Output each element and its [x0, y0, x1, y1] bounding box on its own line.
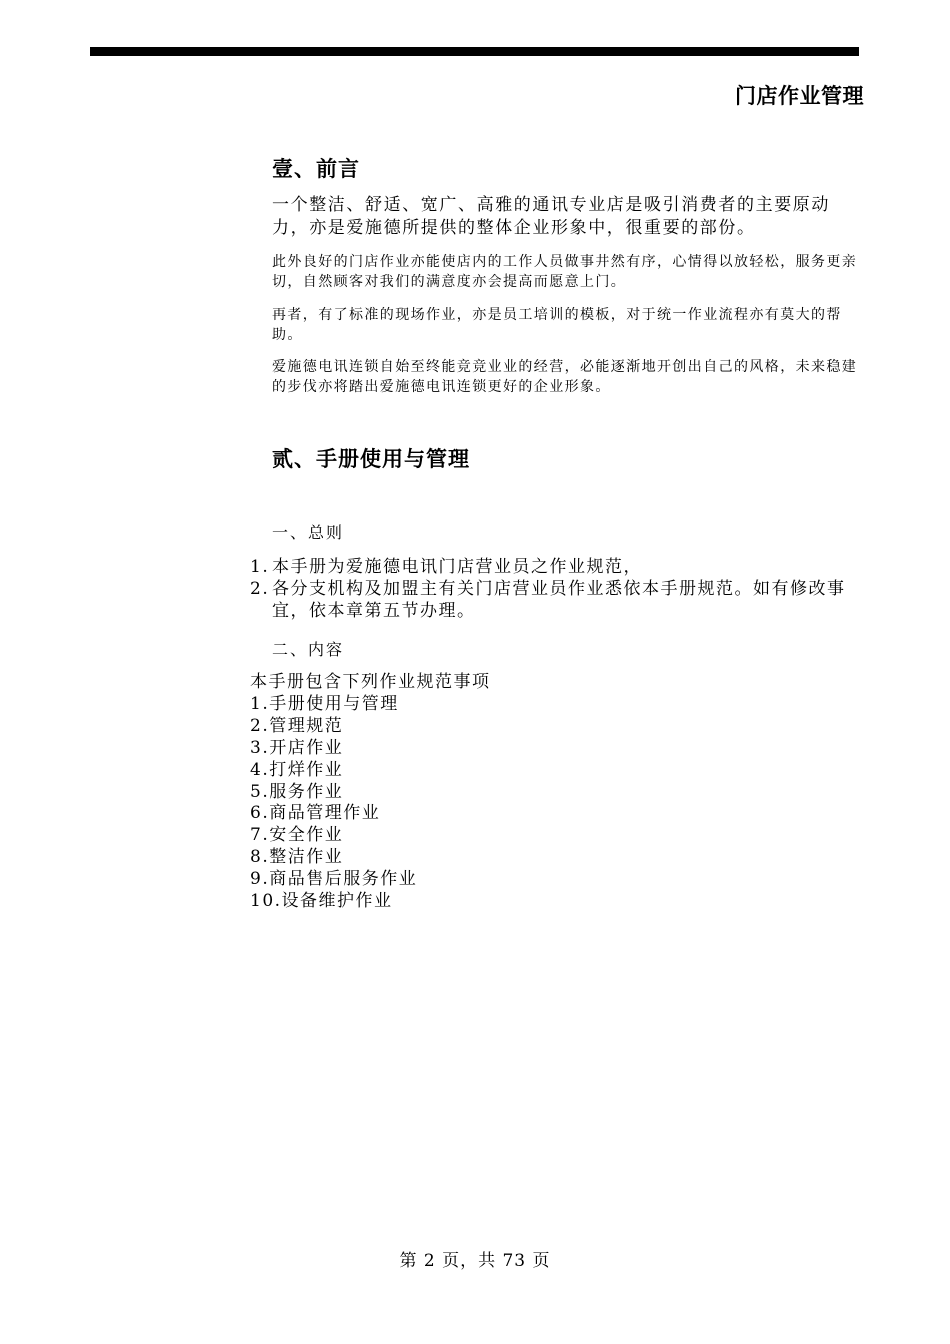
content-list-item: 8.整洁作业 — [250, 847, 344, 868]
header-title: 门店作业管理 — [735, 84, 864, 108]
content-list-item: 1.手册使用与管理 — [250, 693, 399, 714]
preface-paragraph-1: 一个整洁、舒适、宽广、高雅的通讯专业店是吸引消费者的主要原动力，亦是爱施德所提供的整体企业形象中，很重要的部份。 — [272, 195, 830, 238]
preface-paragraph-4: 爱施德电讯连锁自始至终能竞竞业业的经营，必能逐渐地开创出自己的风格，未来稳建的步伐亦将踏出爱施德电讯连锁更好的企业形象。 — [272, 359, 858, 395]
section-heading-preface: 壹、前言 — [272, 157, 360, 181]
content-list-item: 3.开店作业 — [250, 737, 344, 758]
content-list-item: 5.服务作业 — [250, 781, 344, 802]
subheading-general: 一、总则 — [272, 523, 345, 542]
general-rule-item — [250, 556, 862, 578]
general-rule-text: 本手册为爱施德电讯门店营业员之作业规范， — [272, 557, 642, 577]
content-list-item: 7.安全作业 — [250, 825, 344, 846]
general-rule-number: 1. — [250, 557, 270, 577]
header-rule — [90, 47, 859, 56]
page-number-footer: 第 2 页，共 73 页 — [399, 1251, 551, 1271]
content-list-item: 6.商品管理作业 — [250, 803, 381, 824]
general-rule-number: 2. — [250, 579, 270, 599]
content-list-item: 2.管理规范 — [250, 715, 344, 736]
content-list-item: 9.商品售后服务作业 — [250, 869, 418, 890]
preface-paragraph-3: 再者，有了标准的现场作业，亦是员工培训的模板，对于统一作业流程亦有莫大的帮助。 — [272, 307, 842, 343]
content-intro: 本手册包含下列作业规范事项 — [250, 672, 491, 692]
content-list-item: 10.设备维护作业 — [250, 891, 393, 912]
subheading-content: 二、内容 — [272, 640, 345, 659]
content-list — [250, 672, 491, 913]
content-list-item: 4.打烊作业 — [250, 759, 344, 780]
general-rule-item — [250, 578, 862, 622]
general-rule-text: 各分支机构及加盟主有关门店营业员作业悉依本手册规范。如有修改事宜，依本章第五节办理。 — [272, 579, 846, 621]
preface-paragraph-2: 此外良好的门店作业亦能使店内的工作人员做事井然有序，心情得以放轻松，服务更亲切，自然顾客对我们的满意度亦会提高而愿意上门。 — [272, 254, 858, 290]
section-heading-manual: 贰、手册使用与管理 — [272, 447, 470, 471]
